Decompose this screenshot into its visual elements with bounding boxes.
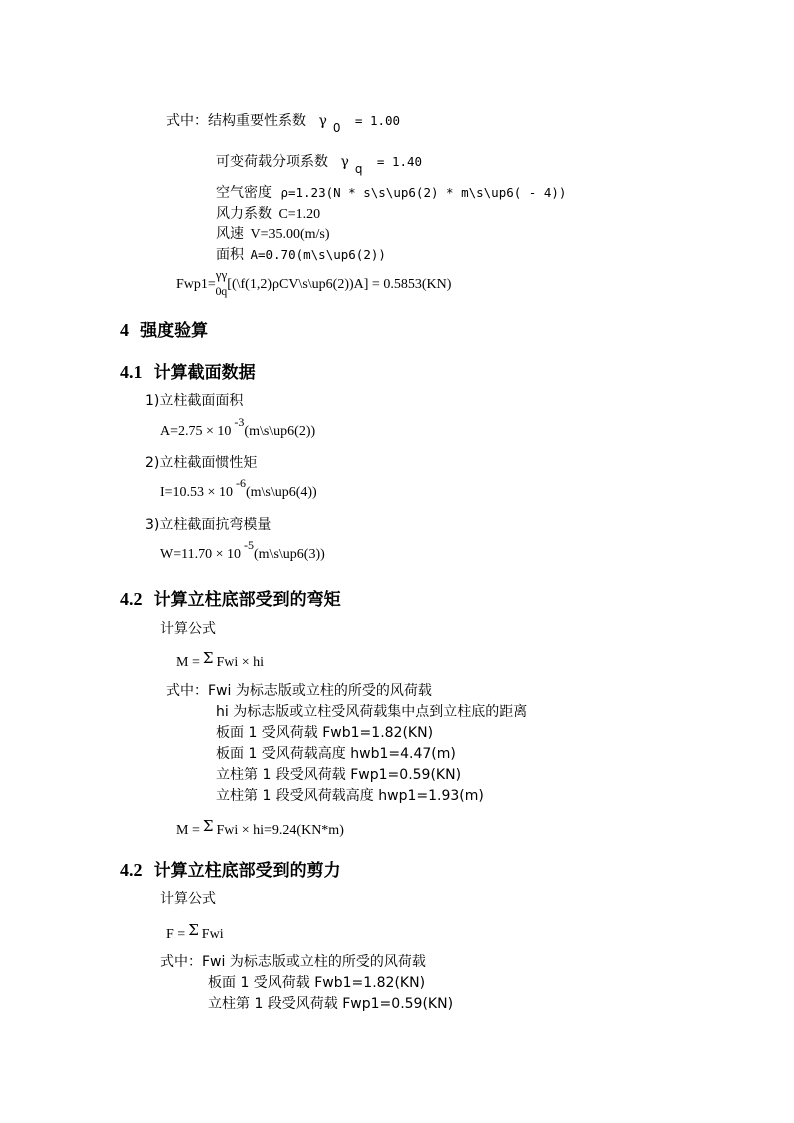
modulus-label: 3)立柱截面抗弯模量 [145,517,272,533]
section-4-heading [120,316,208,341]
section-41-title: 计算截面数据 [153,363,256,383]
section-42b-number: 4.2 [120,860,143,880]
moment-sigma: Σ [202,649,214,667]
area-formula [160,415,316,440]
inertia-base: I=10.53 × 10 [160,485,233,500]
shear-where-label: 式中： [160,954,202,970]
shear-fwi-line [160,951,426,971]
fwp1-prefix: Fwp1= [176,277,216,292]
moment-result-prefix: M = [176,823,200,838]
fwp1-rest: [(\f(1,2)ρCV\s\up6(2))A] = 0.5853(KN) [227,277,452,292]
moment-line-4: 立柱第 1 段受风荷载高度 hwp1=1.93(m) [216,788,484,804]
rho-value: ρ=1.23(N * s\s\up6(2) * m\s\up6( - 4)) [280,185,567,200]
moment-result-sigma: Σ [202,817,214,835]
v-line [216,223,330,243]
section-41-heading [120,358,256,383]
gammaq-line [216,151,423,176]
c-label: 风力系数 [216,206,272,222]
area-base: A=2.75 × 10 [160,424,232,439]
section-42b-title: 计算立柱底部受到的剪力 [153,861,341,881]
moment-fwi-line [166,680,432,700]
modulus-exp: -5 [244,538,254,552]
moment-where-label: 式中： [166,683,208,699]
moment-formula-label: 计算公式 [160,621,216,637]
area-unit: (m\s\up6(2)) [244,424,316,439]
shear-fwi-desc: Fwi 为标志版或立柱的所受的风荷载 [202,954,426,970]
moment-line-2: 板面 1 受风荷载高度 hwb1=4.47(m) [216,746,456,762]
fwp1-gamma0: γ [215,267,222,282]
section-41-number: 4.1 [120,362,143,382]
section-4-title: 强度验算 [140,321,209,341]
gammaq-symbol: γ [340,154,349,170]
shear-line-2: 立柱第 1 段受风荷载 Fwp1=0.59(KN) [208,996,454,1012]
moment-hi-desc: hi 为标志版或立柱受风荷载集中点到立柱底的距离 [216,704,528,720]
gamma0-label: 结构重要性系数 [208,113,306,129]
section-42a-number: 4.2 [120,589,143,609]
fwp1-gamma0-sub: 0 [215,284,222,298]
v-label: 风速 [216,226,244,242]
c-line [216,203,320,223]
fwp1-gammaq-sub: q [221,284,228,298]
moment-result-value: Fwi × hi=9.24(KN*m) [216,823,344,838]
a-label: 面积 [216,247,244,263]
moment-expression: Fwi × hi [216,655,265,670]
area-label: 1)立柱截面面积 [145,393,244,409]
fwp1-formula [176,267,452,298]
gammaq-label: 可变荷载分项系数 [216,154,328,170]
shear-expression: Fwi [201,927,224,942]
fwp1-gammaq: γ [221,267,228,282]
gammaq-value: = 1.40 [376,154,423,169]
gamma0-value: = 1.00 [354,113,401,128]
inertia-label: 2)立柱截面惯性矩 [145,455,258,471]
rho-line [216,182,566,202]
inertia-unit: (m\s\up6(4)) [245,485,317,500]
where-label: 式中： [166,113,208,129]
a-line [216,244,386,264]
shear-formula [166,921,224,943]
section-42a-heading [120,585,341,610]
shear-f-prefix: F = [166,927,186,942]
shear-line-1: 板面 1 受风荷载 Fwb1=1.82(KN) [208,975,426,991]
section-4-number: 4 [120,320,129,340]
moment-formula [176,649,265,671]
inertia-exp: -6 [235,476,246,490]
rho-label: 空气密度 [216,185,272,201]
modulus-formula [160,538,325,563]
gamma0-symbol: γ [318,113,327,129]
gammaq-sub: q [354,162,363,176]
c-value: C=1.20 [278,207,321,222]
section-42b-heading [120,856,341,881]
moment-line-1: 板面 1 受风荷载 Fwb1=1.82(KN) [216,725,434,741]
a-value: A=0.70(m\s\up6(2)) [250,247,386,262]
gamma0-line [166,110,401,135]
moment-result [176,817,344,839]
moment-fwi-desc: Fwi 为标志版或立柱的所受的风荷载 [208,683,432,699]
moment-line-3: 立柱第 1 段受风荷载 Fwp1=0.59(KN) [216,767,462,783]
moment-m-prefix: M = [176,655,200,670]
gamma0-sub: 0 [332,121,341,135]
shear-formula-label: 计算公式 [160,891,216,907]
modulus-unit: (m\s\up6(3)) [254,547,325,562]
section-42a-title: 计算立柱底部受到的弯矩 [153,590,341,610]
v-value: V=35.00(m/s) [250,227,330,242]
modulus-base: W=11.70 × 10 [160,547,241,562]
area-exp: -3 [234,415,245,429]
inertia-formula [160,476,317,501]
shear-sigma: Σ [188,921,199,939]
